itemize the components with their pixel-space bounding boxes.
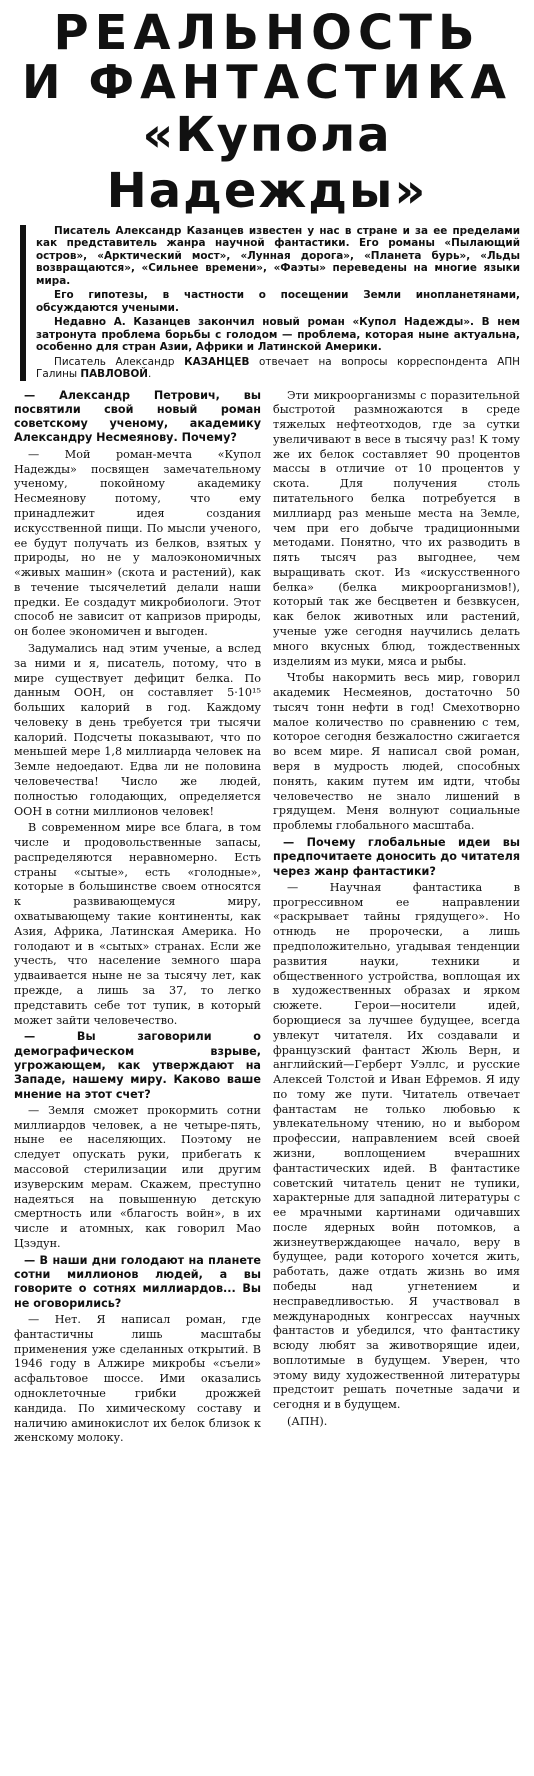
interview-question: — Александр Петрович, вы посвятили свой новый роман советскому ученому, академику Александру Несмеянову. Почему?: [14, 388, 261, 445]
article-columns: [14, 389, 520, 1449]
intro-paragraph: Писатель Александр Казанцев известен у нас в стране и за ее пределами как представитель жанра научной фантастики. Его романы «Пылающий остров», «Арктический мост», «Лунная дорога», «Планета бурь», «Льды возвращаются», «Сильнее времени», «Фаэты» переведены на многие языки мира.: [36, 224, 520, 287]
interview-answer: Чтобы накормить весь мир, говорил академик Несмеянов, достаточно 50 тысяч тонн нефти в год! Смехотворно малое количество по сравнению с тем, которое сегодня безжалостно сжигается во всем мире. Я написал свой роман, веря в мудрость людей, способных понять, каким путем им идти, чтобы человечество не знало лишений в грядущем. Меня волнуют социальные проблемы глобального масштаба.: [273, 671, 520, 833]
interview-answer: — Мой роман-мечта «Купол Надежды» посвящен замечательному ученому, покойному академику Несмеянову потому, что ему принадлежит идея создания искусственной пищи. По мысли ученого, ее будут получать из белков, взятых у природы, но не у малоэкономичных «живых машин» (скота и растений), как в течение тысячелетий делали наши предки. Ее создадут микробиологи. Этот способ не зависит от капризов природы, он более экономичен и выгоден.: [14, 447, 261, 639]
interview-question: — В наши дни голодают на планете сотни миллионов людей, а вы говорите о сотнях миллиардов... Вы не оговорились?: [14, 1253, 261, 1310]
left-column: [14, 389, 261, 1449]
interview-question: — Вы заговорили о демографическом взрыве, угрожающем, как утверждают на Западе, нашему миру. Каково ваше мнение на этот счет?: [14, 1030, 261, 1101]
right-column: [273, 389, 520, 1449]
intro-byline: Писатель Александр КАЗАНЦЕВ отвечает на вопросы корреспондента АПН Галины ПАВЛОВОЙ.: [36, 355, 520, 381]
author-name: КАЗАНЦЕВ: [184, 355, 250, 368]
interview-question: — Почему глобальные идеи вы предпочитаете доносить до читателя через жанр фантастики?: [273, 835, 520, 878]
interview-answer: В современном мире все блага, в том числе и продовольственные запасы, распределяются неравномерно. Есть страны «сытые», есть «голодные», которые в большинстве своем относятся к развивающемуся миру, охватывающему такие континенты, как Азия, Африка, Латинская Америка. Но голодают и в «сытых» странах. Если же учесть, что население земного шара удваивается ныне не за тысячу лет, как прежде, а лишь за 37, то легко представить себе тот тупик, в который может зайти человечество.: [14, 821, 261, 1027]
interview-answer: — Научная фантастика в прогрессивном ее направлении «раскрывает тайны грядущего». Но отнюдь не пророчески, а лишь предположительно, угадывая тенденции развития науки, техники и общественного устройства, воплощая их в художественных образах и ярком сюжете. Герои—носители идей, борющиеся за лучшее будущее, всегда увлекут читателя. Их создавали и французский фантаст Жюль Верн, и английский—Герберт Уэллс, и русские Алексей Толстой и Иван Ефремов. Я иду по тому же пути. Читатель отвечает фантастам не только любовью к увлекательному чтению, но и выбором профессии, направлением всей своей жизни, воплощением вчерашних фантастических идей. В фантастике советский читатель ценит не тупики, характерные для западной литературы с ее мрачными картинами одичавших после ядерных войн потомков, а жизнеутверждающее начало, веру в будущее, ради которого хочется жить, работать, даже отдать жизнь во имя победы над угнетением и несправедливостью. Я участвовал в международных конгрессах научных фантастов и убедился, что фантастику всюду любят за животворящие идеи, воплотимые в будущем. Уверен, что этому виду художественной литературы предстоит решать почетные задачи и сегодня и в будущем.: [273, 880, 520, 1412]
intro-paragraph: Недавно А. Казанцев закончил новый роман «Купол Надежды». В нем затронута проблема борьбы с голодом — проблема, которая ныне актуальна, особенно для стран Азии, Африки и Латинской Америки.: [36, 316, 520, 354]
interview-answer: Задумались над этим ученые, а вслед за ними и я, писатель, потому, что в мире существует дефицит белка. По данным ООН, он составляет 5·10¹⁵ больших калорий в год. Каждому человеку в день требуется три тысячи калорий. Подсчеты показывают, что по меньшей мере 1,8 миллиарда человек на Земле недоедают. Едва ли не половина человечества! Число же людей, полностью голодающих, определяется ООН в сотни миллионов человек!: [14, 641, 261, 818]
intro-block: [20, 225, 520, 381]
article-subtitle: «Купола Надежды»: [106, 106, 428, 219]
headline-line-2: И ФАНТАСТИКА: [21, 55, 513, 110]
intro-paragraph: Его гипотезы, в частности о посещении Земли инопланетянами, обсуждаются учеными.: [36, 289, 520, 314]
correspondent-name: ПАВЛОВОЙ: [80, 368, 148, 381]
interview-answer: — Земля сможет прокормить сотни миллиардов человек, а не четыре-пять, ныне ее населяющих. Поэтому не следует опускать руки, прибегать к массовой стерилизации или другим изуверским мерам. Скажем, преступно надеяться на повышенную детскую смертность или «благость войн», в их числе и атомных, как говорил Мао Цзэдун.: [14, 1103, 261, 1250]
interview-answer: — Нет. Я написал роман, где фантастичны лишь масштабы применения уже сделанных открытий. В 1946 году в Алжире микробы «съели» асфальтовое шоссе. Ими оказались одноклеточные грибки дрожжей кандида. По химическому составу и наличию аминокислот их белок близок к женскому молоку.: [14, 1313, 261, 1445]
interview-answer: Эти микроорганизмы с поразительной быстротой размножаются в среде тяжелых нефтеотходов, где за сутки увеличивают в весе в тысячу раз! К тому же их белок составляет 90 процентов массы в отличие от 10 процентов у скота. Для получения столь питательного белка потребуется в миллиард раз меньше места на Земле, чем при его добыче традиционными методами. Понятно, что их разводить в пять тысяч раз выгоднее, чем выращивать скот. Из «искусственного белка» (белка микроорганизмов!), который так же бесцветен и безвкусен, как белок животных или растений, ученые уже сегодня научились делать много вкусных блюд, тождественных изделиям из муки, мяса и рыбы.: [273, 388, 520, 668]
headline-line-1: РЕАЛЬНОСТЬ: [53, 5, 481, 61]
agency-credit: (АПН).: [287, 1415, 328, 1429]
